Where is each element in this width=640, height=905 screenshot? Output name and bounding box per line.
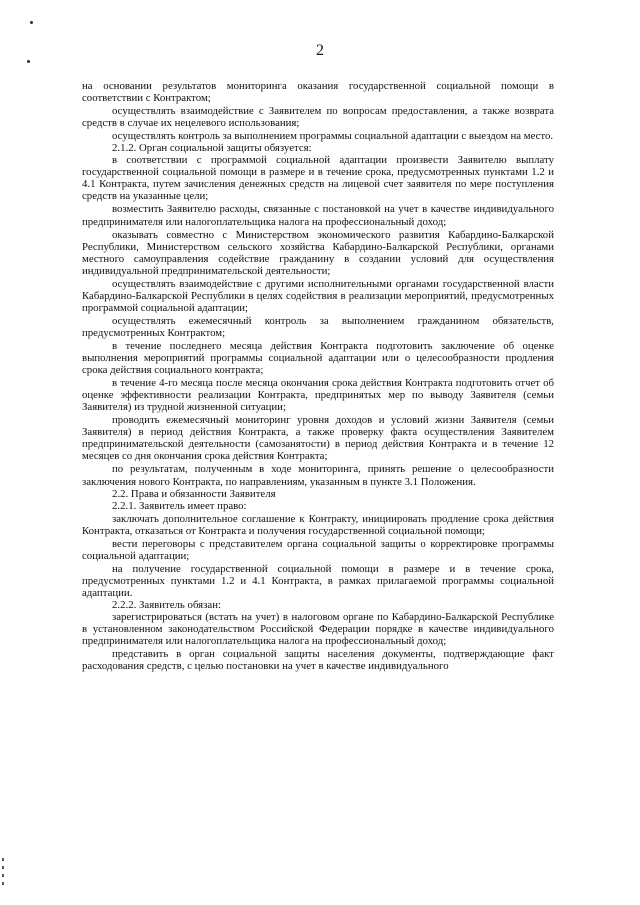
paragraph: осуществлять контроль за выполнением программы социальной адаптации с выездом на место. bbox=[112, 130, 554, 143]
scan-mark bbox=[27, 60, 30, 63]
paragraph: в соответствии с программой социальной адаптации произвести Заявителю выплату государственной социальной помощи в размере и в течение срока, предусмотренных пунктами 1.2 и 4.1 Контракта, путем зачисления денежных средств на лицевой счет заявителя по мере поступления средств на указанные цели; bbox=[82, 154, 554, 203]
paragraph: оказывать совместно с Министерством экономического развития Кабардино-Балкарской Республики, Министерством сельского хозяйства Кабардино-Балкарской Республики, органами местного самоуправления содействие гражданину в создании условий для осуществления индивидуальной предпринимательской деятельности; bbox=[82, 228, 554, 277]
paragraph: зарегистрироваться (встать на учет) в налоговом органе по Кабардино-Балкарской Республике в установленном законодательством Российской Федерации порядке в качестве индивидуального предпринимателя или налогоплательщика налога на профессиональный доход; bbox=[82, 611, 554, 648]
section-heading: 2.2. Права и обязанности Заявителя bbox=[112, 487, 276, 500]
paragraph: осуществлять ежемесячный контроль за выполнением гражданином обязательств, предусмотренных Контрактом; bbox=[82, 314, 554, 339]
document-body bbox=[82, 80, 554, 672]
scan-mark bbox=[2, 874, 4, 877]
paragraph: вести переговоры с представителем органа социальной защиты о корректировке программы социальной адаптации; bbox=[82, 537, 554, 562]
paragraph: на основании результатов мониторинга оказания государственной социальной помощи в соответствии с Контрактом; bbox=[82, 80, 554, 105]
subsection-heading: 2.2.2. Заявитель обязан: bbox=[112, 598, 221, 611]
scan-mark bbox=[30, 21, 33, 24]
paragraph: осуществлять взаимодействие с Заявителем по вопросам предоставления, а также возврата средств в случае их нецелевого использования; bbox=[82, 105, 554, 130]
scan-mark bbox=[2, 882, 4, 885]
paragraph: в течение последнего месяца действия Контракта подготовить заключение об оценке выполнения мероприятий программы социальной адаптации или о целесообразности продления срока действия социального контракта; bbox=[82, 339, 554, 377]
scan-mark bbox=[2, 866, 4, 869]
paragraph: заключать дополнительное соглашение к Контракту, инициировать продление срока действия Контракта, отказаться от Контракта и получения государственной социальной помощи; bbox=[82, 512, 554, 537]
scan-mark bbox=[2, 858, 4, 861]
paragraph: осуществлять взаимодействие с другими исполнительными органами государственной власти Кабардино-Балкарской Республики в целях содействия в реализации мероприятий, предусмотренных программой социальной адаптации; bbox=[82, 277, 554, 314]
paragraph: по результатам, полученным в ходе мониторинга, принять решение о целесообразности заключения нового Контракта, по направлениям, указанным в пункте 3.1 Положения. bbox=[82, 463, 554, 488]
page-number: 2 bbox=[316, 42, 324, 59]
section-heading: 2.1.2. Орган социальной защиты обязуется: bbox=[112, 142, 312, 155]
paragraph: возместить Заявителю расходы, связанные с постановкой на учет в качестве индивидуального предпринимателя или налогоплательщика налога на профессиональный доход; bbox=[82, 203, 554, 228]
paragraph: на получение государственной социальной помощи в размере и в течение срока, предусмотренных пунктами 1.2 и 4.1 Контракта, в рамках прилагаемой программы социальной адаптации. bbox=[82, 562, 554, 599]
paragraph: представить в орган социальной защиты населения документы, подтверждающие факт расходования средств, с целью постановки на учет в качестве индивидуального bbox=[82, 648, 554, 673]
paragraph: проводить ежемесячный мониторинг уровня доходов и условий жизни Заявителя (семьи Заявителя) в период действия Контракта, а также проверку факта осуществления Заявителем предпринимательской деятельности (самозанятости) в период действия Контракта и в течение 12 месяцев со дня окончания срока действия Контракта; bbox=[82, 414, 554, 463]
paragraph: в течение 4-го месяца после месяца окончания срока действия Контракта подготовить отчет об оценке эффективности реализации Контракта, предпринятых мер по выводу Заявителя (семьи Заявителя) из трудной жизненной ситуации; bbox=[82, 377, 554, 414]
subsection-heading: 2.2.1. Заявитель имеет право: bbox=[112, 499, 247, 512]
